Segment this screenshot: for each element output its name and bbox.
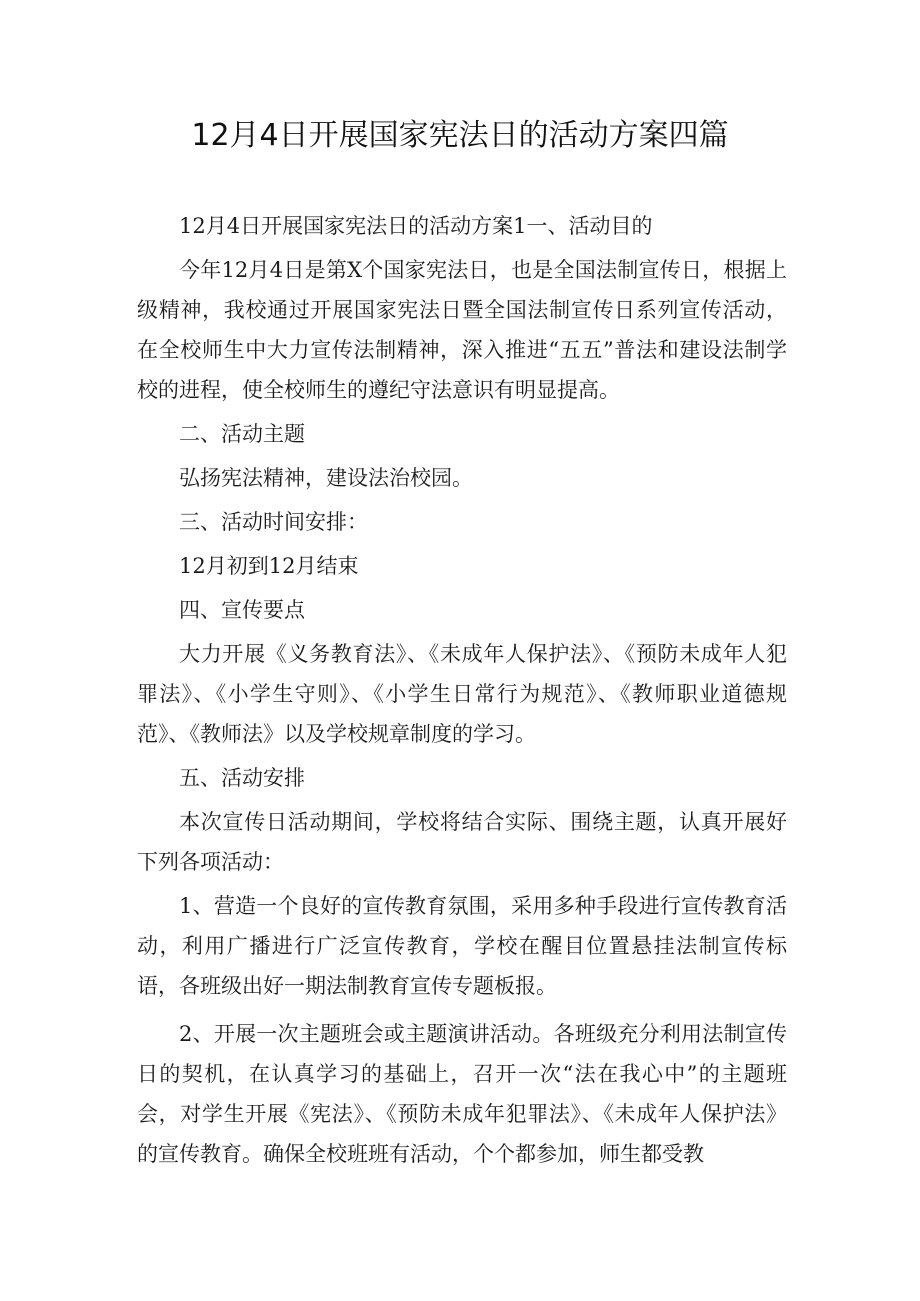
document-body bbox=[137, 206, 787, 1174]
paragraph-key-points: 大力开展《义务教育法》、《未成年人保护法》、《预防未成年人犯罪法》、《小学生守则》、《小学生日常行为规范》、《教师职业道德规范》、《教师法》以及学校规章制度的学习。 bbox=[137, 642, 787, 746]
section-heading-key-points: 四、宣传要点 bbox=[179, 598, 305, 622]
paragraph-arrangements-intro: 本次宣传日活动期间，学校将结合实际、围绕主题，认真开展好下列各项活动： bbox=[137, 810, 787, 874]
paragraph-intro-heading: 12月4日开展国家宪法日的活动方案1一、活动目的 bbox=[179, 214, 653, 238]
paragraph-theme: 弘扬宪法精神，建设法治校园。 bbox=[179, 466, 473, 490]
paragraph-schedule: 12月初到12月结束 bbox=[179, 554, 359, 578]
document-title: 12月4日开展国家宪法日的活动方案四篇 bbox=[191, 118, 729, 153]
paragraph-activity-1: 1、营造一个良好的宣传教育氛围，采用多种手段进行宣传教育活动，利用广播进行广泛宣传教育，学校在醒目位置悬挂法制宣传标语，各班级出好一期法制教育宣传专题板报。 bbox=[137, 894, 787, 998]
section-heading-theme: 二、活动主题 bbox=[179, 422, 305, 446]
section-heading-schedule: 三、活动时间安排： bbox=[179, 510, 368, 534]
paragraph-purpose: 今年12月4日是第X个国家宪法日，也是全国法制宣传日，根据上级精神，我校通过开展国家宪法日暨全国法制宣传日系列宣传活动，在全校师生中大力宣传法制精神，深入推进“五五”普法和建设法制学校的进程，使全校师生的遵纪守法意识有明显提高。 bbox=[137, 258, 787, 402]
paragraph-activity-2: 2、开展一次主题班会或主题演讲活动。各班级充分利用法制宣传日的契机，在认真学习的基础上，召开一次“法在我心中”的主题班会，对学生开展《宪法》、《预防未成年犯罪法》、《未成年人保护法》的宣传教育。确保全校班班有活动，个个都参加，师生都受教 bbox=[137, 1022, 787, 1166]
section-heading-arrangements: 五、活动安排 bbox=[179, 766, 305, 790]
